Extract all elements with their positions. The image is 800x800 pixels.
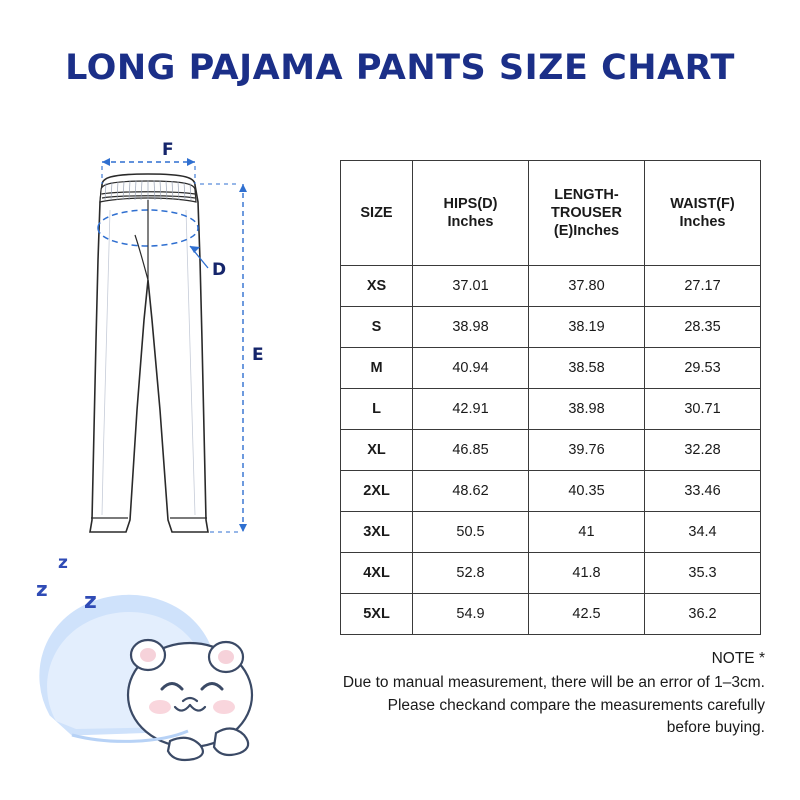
table-row — [341, 553, 761, 594]
page-title: LONG PAJAMA PANTS SIZE CHART — [65, 48, 735, 88]
cell-hips: 52.8 — [413, 553, 529, 594]
cell-size: 4XL — [341, 553, 413, 594]
header-length-line2: TROUSER — [551, 204, 622, 221]
cell-length: 41.8 — [529, 553, 645, 594]
table-row — [341, 389, 761, 430]
note-block — [340, 648, 765, 740]
header-waist — [645, 161, 761, 266]
cell-size: M — [341, 348, 413, 389]
cell-hips: 38.98 — [413, 307, 529, 348]
sleeping-bear-illustration — [20, 545, 320, 775]
cell-waist: 27.17 — [645, 266, 761, 307]
table-row — [341, 266, 761, 307]
cell-hips: 50.5 — [413, 512, 529, 553]
cell-size: 2XL — [341, 471, 413, 512]
cell-waist: 34.4 — [645, 512, 761, 553]
header-hips-line2: Inches — [447, 214, 494, 230]
table-row — [341, 348, 761, 389]
cell-length: 38.98 — [529, 389, 645, 430]
zzz-icon: z — [36, 577, 48, 601]
pants-illustration — [40, 140, 330, 560]
cell-hips: 42.91 — [413, 389, 529, 430]
header-hips-line1: HIPS(D) — [443, 195, 498, 212]
bear-svg — [20, 545, 320, 775]
cell-waist: 30.71 — [645, 389, 761, 430]
cell-size: S — [341, 307, 413, 348]
cell-length: 41 — [529, 512, 645, 553]
header-waist-line1: WAIST(F) — [670, 195, 735, 212]
cell-waist: 36.2 — [645, 594, 761, 635]
cell-hips: 46.85 — [413, 430, 529, 471]
cell-hips: 40.94 — [413, 348, 529, 389]
label-d: D — [212, 260, 227, 280]
table-row — [341, 512, 761, 553]
cell-length: 39.76 — [529, 430, 645, 471]
zzz-icon: z — [58, 553, 68, 573]
header-length-line3: (E)Inches — [553, 223, 620, 240]
cell-waist: 33.46 — [645, 471, 761, 512]
cell-length: 37.80 — [529, 266, 645, 307]
cell-hips: 48.62 — [413, 471, 529, 512]
cell-length: 40.35 — [529, 471, 645, 512]
cell-size: 5XL — [341, 594, 413, 635]
cell-waist: 29.53 — [645, 348, 761, 389]
table-header-row — [341, 161, 761, 266]
cell-hips: 37.01 — [413, 266, 529, 307]
table-row — [341, 430, 761, 471]
cell-size: 3XL — [341, 512, 413, 553]
pants-diagram-svg — [40, 140, 330, 560]
cell-length: 38.58 — [529, 348, 645, 389]
cell-waist: 32.28 — [645, 430, 761, 471]
cell-waist: 28.35 — [645, 307, 761, 348]
table-row — [341, 471, 761, 512]
header-length — [529, 161, 645, 266]
cell-length: 42.5 — [529, 594, 645, 635]
label-f: F — [162, 140, 174, 160]
note-body: Due to manual measurement, there will be an error of 1–3cm. Please checkand compare the measurements carefully before buying. — [342, 674, 765, 737]
label-e: E — [252, 345, 264, 365]
header-hips — [413, 161, 529, 266]
cell-size: L — [341, 389, 413, 430]
size-table — [340, 160, 761, 635]
cell-length: 38.19 — [529, 307, 645, 348]
header-size — [341, 161, 413, 266]
cell-hips: 54.9 — [413, 594, 529, 635]
cell-size: XS — [341, 266, 413, 307]
table-row — [341, 594, 761, 635]
cell-waist: 35.3 — [645, 553, 761, 594]
table-row — [341, 307, 761, 348]
size-table-container — [340, 160, 760, 635]
zzz-icon: z — [84, 589, 97, 614]
header-waist-line2: Inches — [679, 214, 726, 230]
cell-size: XL — [341, 430, 413, 471]
header-size-line1: SIZE — [360, 204, 393, 221]
header-length-line1: LENGTH- — [554, 186, 619, 203]
note-title: NOTE * — [711, 650, 765, 667]
